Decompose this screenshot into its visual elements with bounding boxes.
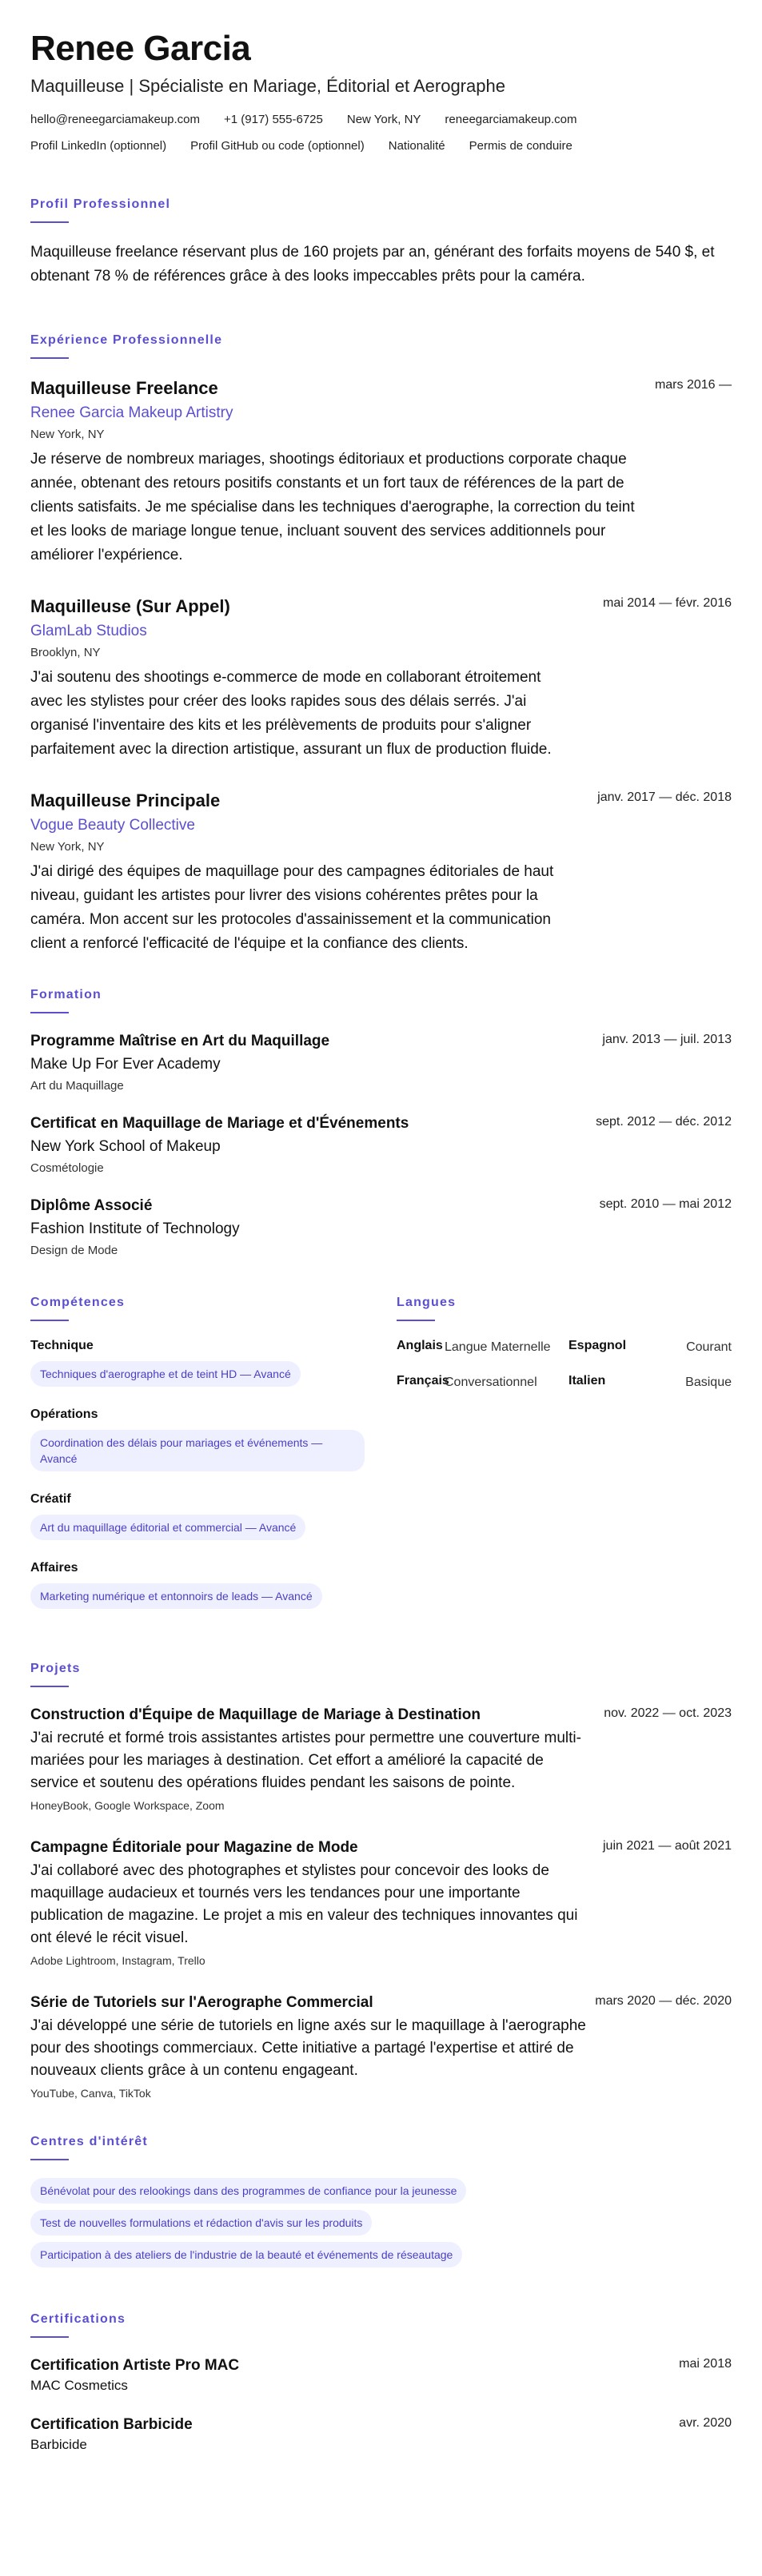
summary-text: Maquilleuse freelance réservant plus de 160 projets par an, générant des forfaits moyens de 540 $, et obtenant 78 % de références grâce à des looks impeccables prêts pour la caméra. <box>30 243 715 285</box>
job-title: Maquilleuse Freelance <box>30 377 218 398</box>
education-item <box>30 1196 732 1257</box>
language-name: Italien <box>569 1373 606 1388</box>
contact-extras <box>30 139 732 153</box>
project-item <box>30 1705 732 1812</box>
skill-chip: Art du maquillage éditorial et commercial — Avancé <box>30 1515 305 1540</box>
experience-dates: janv. 2017 — déc. 2018 <box>597 790 732 804</box>
certification-date: mai 2018 <box>679 2356 732 2371</box>
interests-list <box>30 2178 732 2267</box>
language-name: Anglais <box>397 1338 443 1352</box>
certification-date: avr. 2020 <box>679 2415 732 2430</box>
experience-dates: mars 2016 — <box>654 377 732 392</box>
education-item <box>30 1031 732 1093</box>
job-description: J'ai soutenu des shootings e-commerce de mode en collaborant étroitement avec les stylistes pour créer des looks rapides sous des délais serrés. J'ai organisé l'inventaire des kits et les prélèvements de produits pour s'aligner parfaitement avec la direction artistique, assurant un flux de production fluide. <box>30 668 552 758</box>
degree-title: Programme Maîtrise en Art du Maquillage <box>30 1032 330 1049</box>
skill-chip: Coordination des délais pour mariages et événements — Avancé <box>30 1430 365 1471</box>
certification-title: Certification Barbicide <box>30 2415 193 2433</box>
skills-column <box>30 1296 365 1630</box>
section-title: Compétences <box>30 1295 126 1309</box>
study-field: Design de Mode <box>30 1243 118 1257</box>
skill-category: Opérations <box>30 1407 98 1421</box>
skill-group <box>30 1561 365 1609</box>
project-dates: juin 2021 — août 2021 <box>602 1838 732 1853</box>
study-field: Art du Maquillage <box>30 1078 124 1093</box>
certification-issuer: Barbicide <box>30 2436 87 2452</box>
skill-category: Affaires <box>30 1560 78 1575</box>
experience-item <box>30 376 732 567</box>
education-dates: sept. 2012 — déc. 2012 <box>596 1114 732 1129</box>
interest-chip: Participation à des ateliers de l'industrie de la beauté et événements de réseautage <box>30 2242 462 2267</box>
company-name: Renee Garcia Makeup Artistry <box>30 404 233 421</box>
contact-location: New York, NY <box>346 112 421 126</box>
projects-section <box>30 1662 732 2100</box>
school-name: New York School of Makeup <box>30 1137 221 1155</box>
job-description: J'ai dirigé des équipes de maquillage pour des campagnes éditoriales de haut niveau, guidant les artistes pour livrer des visions cohérentes prêtes pour la caméra. Mon accent sur les protocoles d'assainissement et la communication client a renforcé l'efficacité de l'équipe et la confiance des clients. <box>30 862 554 952</box>
project-description: J'ai recruté et formé trois assistantes artistes pour permettre une couverture multi-mariées pour les mariages à destination. Cet effort a amélioré la capacité de service et soutenu des opérations fluides pendant les saisons de pointe. <box>30 1729 581 1791</box>
job-location: New York, NY <box>30 427 105 441</box>
project-tools: HoneyBook, Google Workspace, Zoom <box>30 1798 225 1812</box>
contact-info <box>30 113 732 126</box>
certification-item <box>30 2355 732 2394</box>
skill-group <box>30 1492 365 1540</box>
job-title: Maquilleuse Principale <box>30 790 221 810</box>
candidate-headline: Maquilleuse | Spécialiste en Mariage, Éditorial et Aerographe <box>30 75 505 96</box>
interest-chip: Test de nouvelles formulations et rédaction d'avis sur les produits <box>30 2210 372 2236</box>
job-title: Maquilleuse (Sur Appel) <box>30 595 230 616</box>
project-item <box>30 1837 732 1967</box>
section-divider <box>397 1320 435 1321</box>
contact-email[interactable]: hello@reneegarciamakeup.com <box>30 112 201 126</box>
github-link[interactable]: Profil GitHub ou code (optionnel) <box>190 138 365 153</box>
skill-chip: Techniques d'aerographe et de teint HD — Avancé <box>30 1361 301 1387</box>
project-dates: mars 2020 — déc. 2020 <box>595 1993 732 2008</box>
certification-item <box>30 2415 732 2453</box>
experience-dates: mai 2014 — févr. 2016 <box>603 595 732 610</box>
language-name: Espagnol <box>569 1338 627 1352</box>
school-name: Fashion Institute of Technology <box>30 1220 240 1237</box>
project-tools: Adobe Lightroom, Instagram, Trello <box>30 1953 205 1967</box>
language-level: Conversationnel <box>445 1375 537 1389</box>
certification-title: Certification Artiste Pro MAC <box>30 2356 240 2374</box>
skill-group <box>30 1339 365 1387</box>
skill-group <box>30 1407 365 1471</box>
driving-license: Permis de conduire <box>469 138 572 153</box>
job-location: New York, NY <box>30 839 105 854</box>
section-title: Langues <box>397 1295 457 1309</box>
experience-item <box>30 595 732 762</box>
company-name: Vogue Beauty Collective <box>30 816 195 834</box>
project-title: Série de Tutoriels sur l'Aerographe Commercial <box>30 1993 373 2011</box>
interest-chip: Bénévolat pour des relookings dans des programmes de confiance pour la jeunesse <box>30 2178 466 2204</box>
section-divider <box>30 2159 69 2160</box>
education-section <box>30 988 732 1257</box>
language-level: Langue Maternelle <box>445 1340 551 1354</box>
project-item <box>30 1993 732 2100</box>
degree-title: Certificat en Maquillage de Mariage et d'Événements <box>30 1114 409 1132</box>
experience-item <box>30 789 732 956</box>
degree-title: Diplôme Associé <box>30 1196 153 1214</box>
study-field: Cosmétologie <box>30 1161 104 1175</box>
nationality: Nationalité <box>388 138 445 153</box>
summary-section <box>30 197 732 289</box>
company-name: GlamLab Studios <box>30 622 147 639</box>
section-title: Expérience Professionnelle <box>30 332 223 347</box>
section-divider <box>30 1012 69 1013</box>
job-description: Je réserve de nombreux mariages, shootings éditoriaux et productions corporate chaque année, obtenant des retours positifs constants et un fort taux de références de la part de clients satisfaits. Je me spécialise dans les techniques d'aerographe, la correction du teint et les looks de mariage longue tenue, incluant souvent des services additionnels pour améliorer l'expérience. <box>30 450 635 563</box>
language-level: Basique <box>685 1375 732 1389</box>
project-description: J'ai collaboré avec des photographes et stylistes pour concevoir des looks de maquillage audacieux et tournés vers les tendances pour une importante publication de magazine. Le projet a mis en valeur des techniques innovantes qui ont élevé le récit visuel. <box>30 1861 578 1946</box>
school-name: Make Up For Ever Academy <box>30 1055 221 1073</box>
skills-languages-section <box>30 1296 732 1630</box>
section-title: Profil Professionnel <box>30 197 171 211</box>
project-title: Construction d'Équipe de Maquillage de Mariage à Destination <box>30 1706 481 1723</box>
skill-category: Créatif <box>30 1491 71 1506</box>
linkedin-link[interactable]: Profil LinkedIn (optionnel) <box>30 138 167 153</box>
section-title: Formation <box>30 987 102 1001</box>
section-title: Projets <box>30 1661 81 1675</box>
section-title: Certifications <box>30 2311 126 2326</box>
section-divider <box>30 221 69 223</box>
job-location: Brooklyn, NY <box>30 645 101 659</box>
languages-grid <box>397 1339 732 1392</box>
project-description: J'ai développé une série de tutoriels en ligne axés sur le maquillage à l'aerographe pour des shootings commerciaux. Cette initiative a partagé l'expertise et attiré de nouveaux clients grâce à un contenu engageant. <box>30 2017 586 2079</box>
certifications-section <box>30 2312 732 2453</box>
project-dates: nov. 2022 — oct. 2023 <box>604 1706 732 1720</box>
resume-header <box>30 29 732 153</box>
section-divider <box>30 357 69 359</box>
section-divider <box>30 1686 69 1687</box>
skill-chip: Marketing numérique et entonnoirs de leads — Avancé <box>30 1583 322 1609</box>
language-level: Courant <box>686 1340 732 1354</box>
skill-category: Technique <box>30 1338 94 1352</box>
interests-section <box>30 2135 732 2267</box>
education-item <box>30 1113 732 1175</box>
section-title: Centres d'intérêt <box>30 2134 148 2148</box>
education-dates: sept. 2010 — mai 2012 <box>599 1196 732 1211</box>
section-divider <box>30 1320 69 1321</box>
project-title: Campagne Éditoriale pour Magazine de Mode <box>30 1838 358 1856</box>
candidate-name: Renee Garcia <box>30 29 251 68</box>
section-divider <box>30 2336 69 2338</box>
project-tools: YouTube, Canva, TikTok <box>30 2086 151 2100</box>
certification-issuer: MAC Cosmetics <box>30 2377 128 2393</box>
contact-website[interactable]: reneegarciamakeup.com <box>445 112 577 126</box>
experience-section <box>30 333 732 956</box>
language-name: Français <box>397 1373 449 1388</box>
education-dates: janv. 2013 — juil. 2013 <box>602 1032 732 1046</box>
languages-column <box>397 1296 732 1630</box>
contact-phone[interactable]: +1 (917) 555-6725 <box>224 112 323 126</box>
